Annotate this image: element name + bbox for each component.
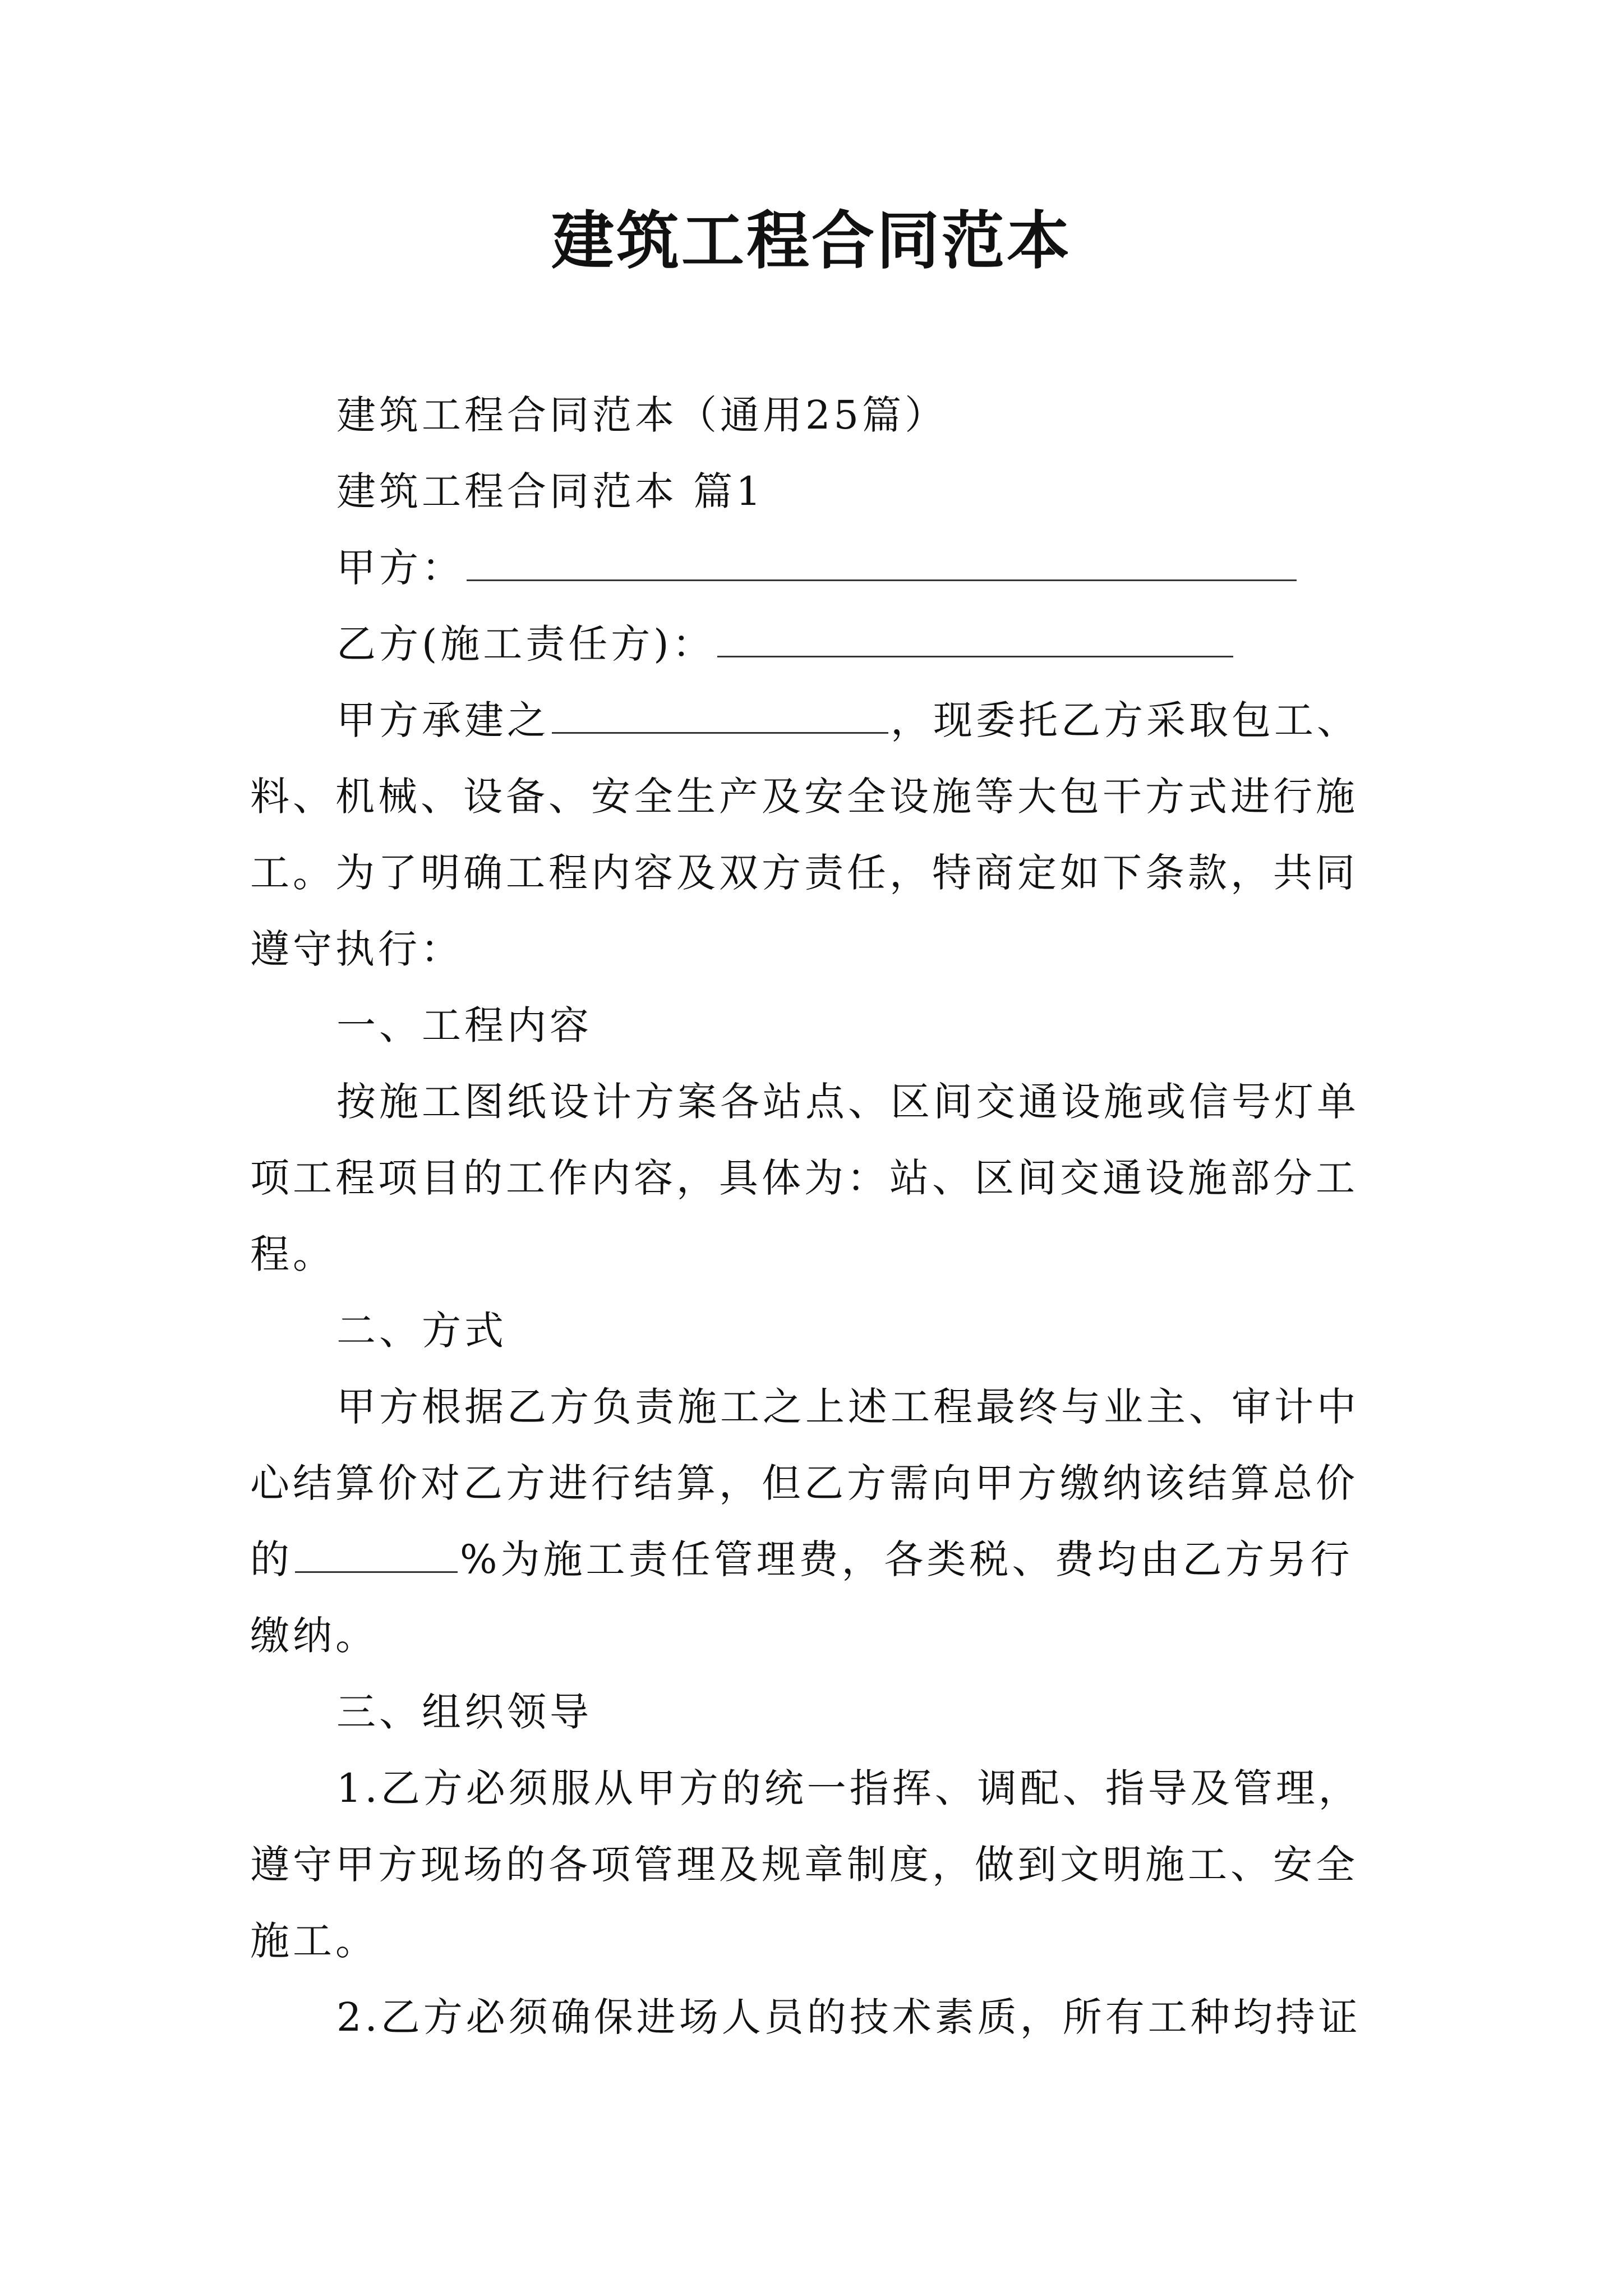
party-b-line — [336, 616, 1235, 672]
party-b-blank — [717, 622, 1233, 657]
section-1-line-3: 程。 — [250, 1231, 335, 1277]
section-3-heading: 三、组织领导 — [336, 1689, 592, 1735]
section-2-text: %为施工责任管理费，各类税、费均由乙方另行 — [460, 1536, 1353, 1582]
section-2-line-1: 甲方根据乙方负责施工之上述工程最终与业主、审计中 — [336, 1384, 1359, 1430]
section-3-item-1-line-2: 遵守甲方现场的各项管理及规章制度，做到文明施工、安全 — [250, 1842, 1358, 1888]
party-a-line — [336, 540, 1299, 596]
section-3-item-2-line-1: 2.乙方必须确保进场人员的技术素质，所有工种均持证 — [336, 1994, 1361, 2040]
chapter-heading: 建筑工程合同范本 篇1 — [336, 468, 764, 514]
intro-text: ，现委托乙方采取包工、 — [891, 697, 1359, 743]
document-title: 建筑工程合同范本 — [551, 204, 1072, 278]
section-3-item-1-line-1: 1.乙方必须服从甲方的统一指挥、调配、指导及管理， — [336, 1765, 1361, 1811]
section-3-item-1-line-3: 施工。 — [250, 1918, 378, 1964]
intro-line-3: 工。为了明确工程内容及双方责任，特商定如下条款，共同 — [250, 850, 1358, 896]
fee-percent-blank — [295, 1538, 458, 1573]
subtitle: 建筑工程合同范本（通用25篇） — [336, 392, 948, 438]
section-1-line-2: 项工程项目的工作内容，具体为：站、区间交通设施部分工 — [250, 1155, 1358, 1201]
party-a-blank — [467, 546, 1297, 581]
intro-line-4: 遵守执行： — [250, 926, 463, 972]
section-2-heading: 二、方式 — [336, 1308, 507, 1354]
project-name-blank — [552, 698, 888, 734]
section-1-line-1: 按施工图纸设计方案各站点、区间交通设施或信号灯单 — [336, 1079, 1359, 1125]
section-2-text: 的 — [250, 1536, 293, 1582]
section-2-line-2: 心结算价对乙方进行结算，但乙方需向甲方缴纳该结算总价 — [250, 1460, 1358, 1506]
section-2-line-3 — [250, 1531, 1353, 1588]
party-a-label: 甲方： — [336, 545, 464, 591]
intro-line-1 — [336, 692, 1359, 748]
intro-text: 甲方承建之 — [336, 697, 550, 743]
section-2-line-4: 缴纳。 — [250, 1613, 378, 1659]
party-b-label: 乙方(施工责任方)： — [336, 621, 715, 667]
section-1-heading: 一、工程内容 — [336, 1002, 592, 1048]
intro-line-2: 料、机械、设备、安全生产及安全设施等大包干方式进行施 — [250, 774, 1358, 820]
